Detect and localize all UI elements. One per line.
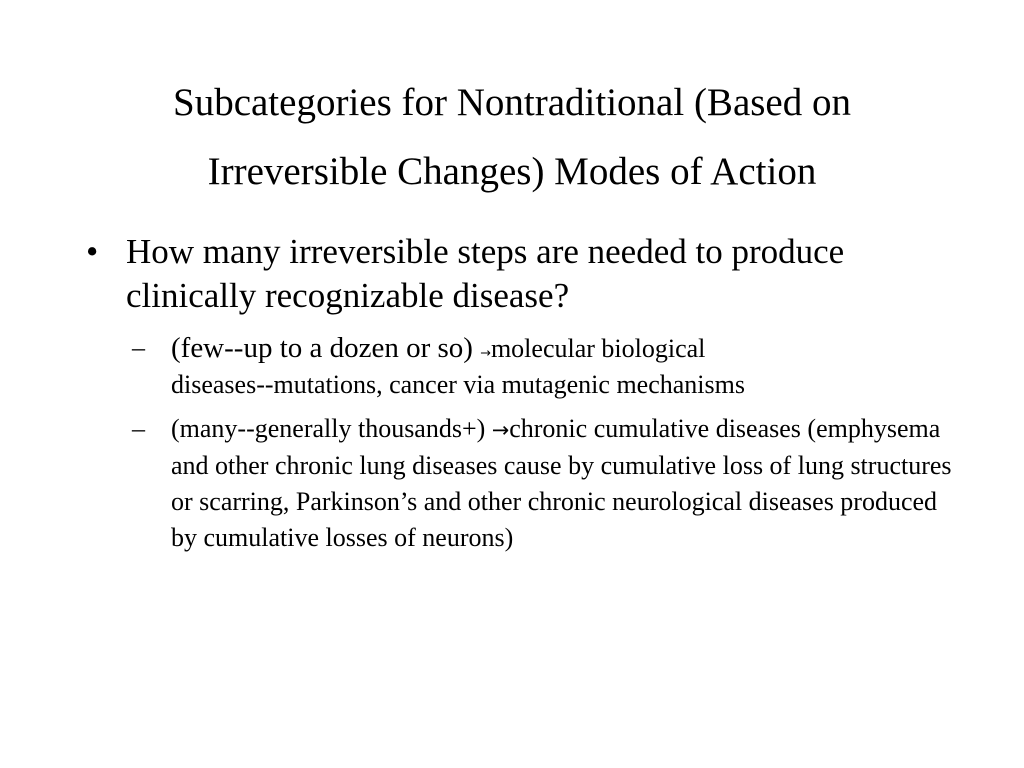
- bullet-text: How many irreversible steps are needed to produce clinically recognizable disease?: [126, 232, 845, 315]
- sub-bullet-2-rest: chronic cumulative diseases (emphysema and other chronic lung diseases cause by cumulative loss of lung structures or scarring, Parkinson’s and other chronic neurological diseases produced by cumulative losses of neurons): [171, 414, 952, 552]
- title-line-1: Subcategories for Nontraditional (Based on: [173, 81, 851, 124]
- sub-bullet-1-rest: molecular biological: [490, 334, 706, 363]
- bullet-item: [86, 230, 966, 318]
- sub-bullet-marker-2: –: [132, 414, 145, 443]
- sub-bullet-1-continuation: diseases--mutations, cancer via mutagenic mechanisms: [171, 370, 745, 399]
- slide-body: [86, 230, 966, 564]
- sub-bullet-marker-1: –: [132, 333, 145, 362]
- sub-bullet-item-1: [132, 330, 966, 403]
- sub-bullet-list: [86, 330, 966, 556]
- sub-bullet-1-lead: (few--up to a dozen or so): [171, 332, 481, 364]
- slide-title: [60, 68, 964, 206]
- title-line-2: Irreversible Changes) Modes of Action: [207, 150, 817, 193]
- sub-bullet-text-1: [171, 330, 966, 403]
- sub-bullet-text-2: [171, 411, 966, 556]
- bullet-marker: •: [86, 232, 99, 271]
- sub-bullet-item-2: [132, 411, 966, 556]
- right-arrow-icon: →: [491, 418, 510, 442]
- sub-bullet-2-lead: (many--generally thousands+): [171, 414, 492, 443]
- right-arrow-icon: →: [480, 346, 491, 361]
